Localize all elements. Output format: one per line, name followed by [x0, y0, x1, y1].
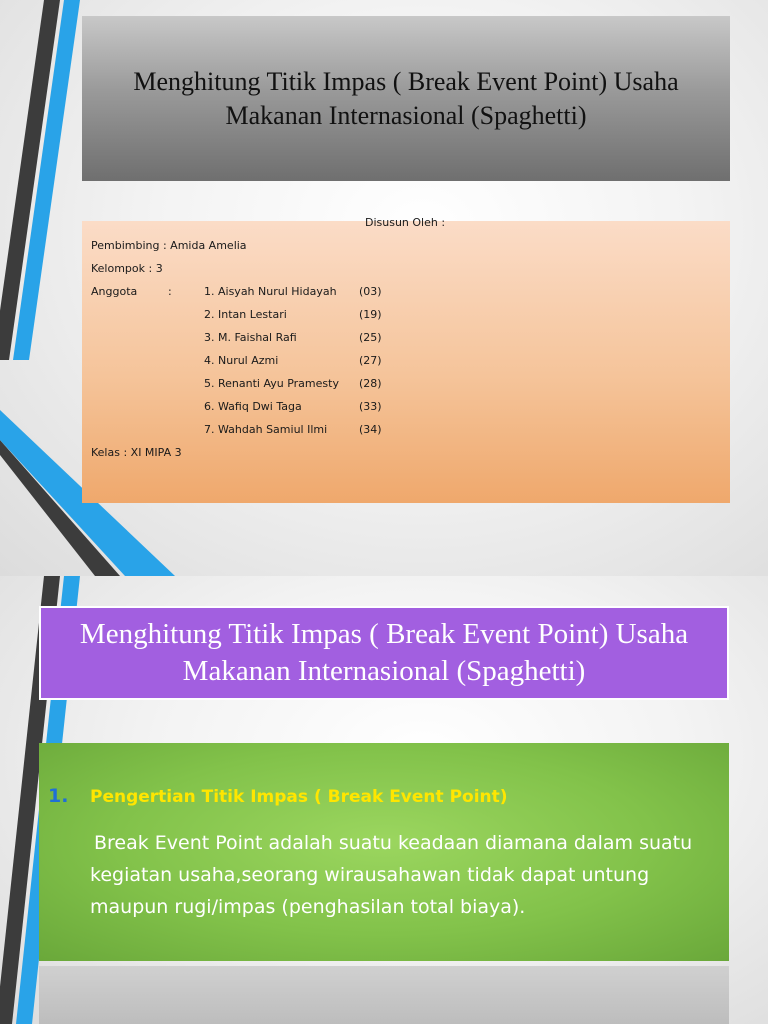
kelas: Kelas : XI MIPA 3 — [91, 446, 182, 459]
member-number: (28) — [359, 377, 382, 390]
next-content-box — [39, 966, 729, 1024]
slide-1-title: Menghitung Titik Impas ( Break Event Point) Usaha Makanan Internasional (Spaghetti) — [133, 66, 679, 130]
member-name: 4. Nurul Azmi — [204, 354, 279, 367]
member-name: 2. Intan Lestari — [204, 308, 287, 321]
info-box — [82, 216, 730, 503]
disusun-oleh: Disusun Oleh : — [365, 216, 446, 229]
member-name: 6. Wafiq Dwi Taga — [204, 400, 302, 413]
member-number: (27) — [359, 354, 382, 367]
member-name: 1. Aisyah Nurul Hidayah — [204, 285, 337, 298]
anggota-label: Anggota — [91, 285, 138, 298]
kelompok: Kelompok : 3 — [91, 262, 163, 275]
member-number: (33) — [359, 400, 382, 413]
content-box — [39, 743, 729, 961]
pembimbing: Pembimbing : Amida Amelia — [91, 239, 247, 252]
member-number: (25) — [359, 331, 382, 344]
list-number: 1. — [48, 785, 69, 807]
member-name: 3. M. Faishal Rafi — [204, 331, 297, 344]
slide-2-title: Menghitung Titik Impas ( Break Event Point) Usaha Makanan Internasional (Spaghetti) — [79, 618, 689, 687]
member-number: (19) — [359, 308, 382, 321]
member-name: 7. Wahdah Samiul Ilmi — [204, 423, 328, 436]
member-name: 5. Renanti Ayu Pramesty — [204, 377, 339, 390]
slide-1-title-box — [82, 16, 730, 181]
anggota-colon: : — [168, 285, 172, 298]
definition-paragraph: Break Event Point adalah suatu keadaan diamana dalam suatu kegiatan usaha,seorang wirausahawan tidak dapat untung maupun rugi/impas (penghasilan total biaya). — [90, 832, 693, 918]
member-number: (34) — [359, 423, 382, 436]
section-heading: Pengertian Titik Impas ( Break Event Point) — [90, 787, 508, 807]
member-number: (03) — [359, 285, 382, 298]
slide-2-title-box — [39, 606, 729, 700]
slide-2 — [0, 576, 768, 1024]
